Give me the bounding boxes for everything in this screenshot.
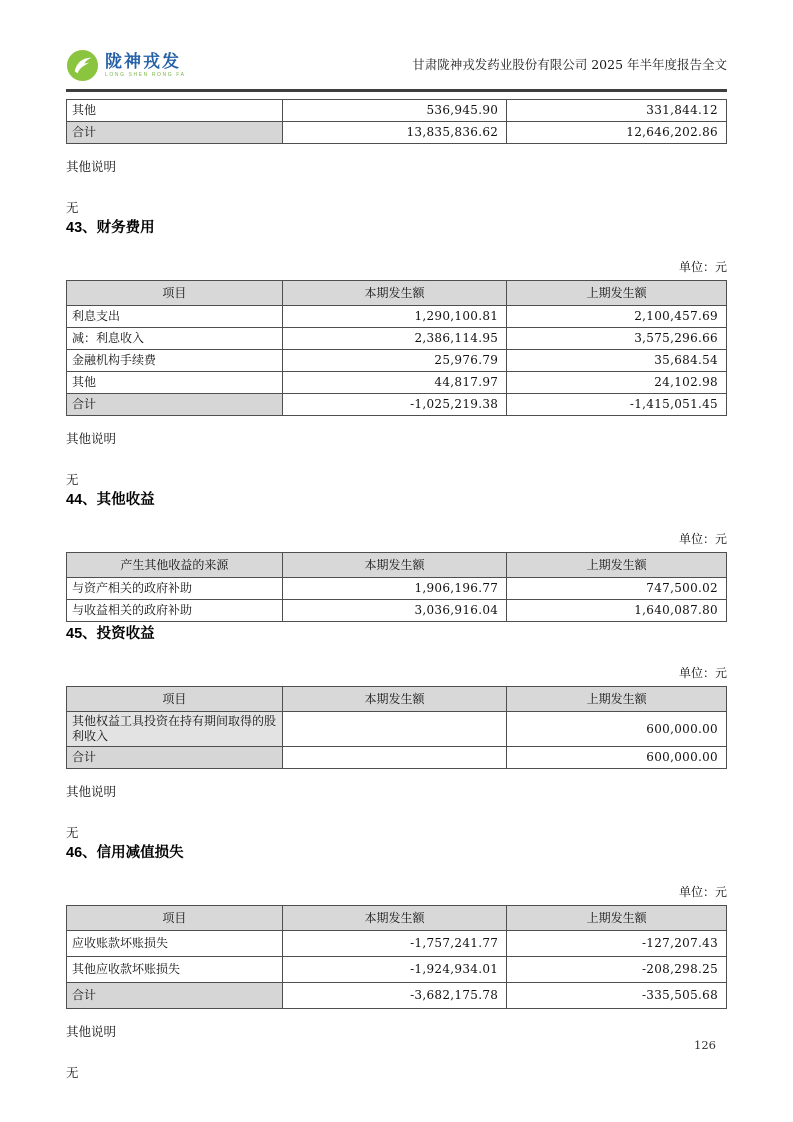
table-row xyxy=(67,712,727,747)
table-row xyxy=(67,306,727,328)
current-amount: -1,924,934.01 xyxy=(282,957,506,983)
row-label: 其他权益工具投资在持有期间取得的股利收入 xyxy=(67,712,283,747)
logo-icon xyxy=(66,49,99,82)
financial-expenses-table xyxy=(66,280,727,416)
column-header: 项目 xyxy=(67,281,283,306)
total-row xyxy=(67,394,727,416)
row-label: 减：利息收入 xyxy=(67,328,283,350)
row-label: 利息支出 xyxy=(67,306,283,328)
column-header: 产生其他收益的来源 xyxy=(67,553,283,578)
total-row xyxy=(67,747,727,769)
prior-amount: 3,575,296.66 xyxy=(507,328,727,350)
column-header: 本期发生额 xyxy=(282,906,506,931)
current-amount: -1,025,219.38 xyxy=(282,394,506,416)
column-header: 本期发生额 xyxy=(282,687,506,712)
column-header: 项目 xyxy=(67,687,283,712)
row-label: 合计 xyxy=(67,122,283,144)
current-amount: 13,835,836.62 xyxy=(282,122,506,144)
unit-label: 单位：元 xyxy=(678,666,727,680)
table-row xyxy=(67,957,727,983)
prior-amount: -208,298.25 xyxy=(507,957,727,983)
row-label: 其他应收款坏账损失 xyxy=(67,957,283,983)
current-amount: 2,386,114.95 xyxy=(282,328,506,350)
section-46-title: 46、信用减值损失 xyxy=(66,845,184,861)
current-amount: 536,945.90 xyxy=(282,100,506,122)
section-44-title: 44、其他收益 xyxy=(66,492,155,508)
brand-name: 陇神戎发 xyxy=(105,51,181,71)
column-header: 上期发生额 xyxy=(507,553,727,578)
row-label: 与资产相关的政府补助 xyxy=(67,578,283,600)
current-amount: 1,290,100.81 xyxy=(282,306,506,328)
row-label: 其他 xyxy=(67,100,283,122)
prior-amount: -335,505.68 xyxy=(507,983,727,1009)
total-row xyxy=(67,983,727,1009)
prior-amount: 600,000.00 xyxy=(507,712,727,747)
unit-label: 单位：元 xyxy=(678,532,727,546)
row-label: 合计 xyxy=(67,394,283,416)
section-43-title: 43、财务费用 xyxy=(66,220,155,236)
header-row xyxy=(67,906,727,931)
table-row xyxy=(67,328,727,350)
row-label: 合计 xyxy=(67,747,283,769)
other-note-label: 其他说明 xyxy=(66,1024,117,1039)
prior-amount: 35,684.54 xyxy=(507,350,727,372)
total-row xyxy=(67,122,727,144)
header-rule xyxy=(66,89,727,92)
table-row xyxy=(67,372,727,394)
document-title: 甘肃陇神戎发药业股份有限公司 2025 年半年度报告全文 xyxy=(412,57,727,72)
table-row xyxy=(67,931,727,957)
header-row xyxy=(67,553,727,578)
table-row xyxy=(67,350,727,372)
row-label: 其他 xyxy=(67,372,283,394)
credit-impairment-table xyxy=(66,905,727,1009)
prior-amount: 600,000.00 xyxy=(507,747,727,769)
column-header: 本期发生额 xyxy=(282,281,506,306)
row-label: 金融机构手续费 xyxy=(67,350,283,372)
table-row xyxy=(67,600,727,622)
column-header: 项目 xyxy=(67,906,283,931)
row-label: 应收账款坏账损失 xyxy=(67,931,283,957)
prior-amount: -127,207.43 xyxy=(507,931,727,957)
investment-income-table xyxy=(66,686,727,769)
row-label: 合计 xyxy=(67,983,283,1009)
none-text: 无 xyxy=(66,1065,79,1080)
current-amount: 1,906,196.77 xyxy=(282,578,506,600)
unit-label: 单位：元 xyxy=(678,885,727,899)
prior-amount: 747,500.02 xyxy=(507,578,727,600)
column-header: 上期发生额 xyxy=(507,281,727,306)
table-row xyxy=(67,100,727,122)
prior-amount: 24,102.98 xyxy=(507,372,727,394)
other-income-table xyxy=(66,552,727,622)
current-amount: -3,682,175.78 xyxy=(282,983,506,1009)
page-header xyxy=(66,45,727,85)
continued-table xyxy=(66,99,727,144)
column-header: 上期发生额 xyxy=(507,906,727,931)
none-text: 无 xyxy=(66,472,79,487)
current-amount xyxy=(282,712,506,747)
none-text: 无 xyxy=(66,825,79,840)
unit-label: 单位：元 xyxy=(678,260,727,274)
prior-amount: -1,415,051.45 xyxy=(507,394,727,416)
other-note-label: 其他说明 xyxy=(66,784,117,799)
column-header: 上期发生额 xyxy=(507,687,727,712)
page-number: 126 xyxy=(694,1038,716,1052)
current-amount: -1,757,241.77 xyxy=(282,931,506,957)
none-text: 无 xyxy=(66,200,79,215)
other-note-label: 其他说明 xyxy=(66,431,117,446)
prior-amount: 12,646,202.86 xyxy=(507,122,727,144)
row-label: 与收益相关的政府补助 xyxy=(67,600,283,622)
section-45-title: 45、投资收益 xyxy=(66,626,155,642)
current-amount: 25,976.79 xyxy=(282,350,506,372)
brand-subtitle: LONG SHEN RONG FA xyxy=(105,71,186,78)
header-row xyxy=(67,687,727,712)
header-row xyxy=(67,281,727,306)
prior-amount: 1,640,087.80 xyxy=(507,600,727,622)
current-amount: 3,036,916.04 xyxy=(282,600,506,622)
other-note-label: 其他说明 xyxy=(66,159,117,174)
column-header: 本期发生额 xyxy=(282,553,506,578)
prior-amount: 331,844.12 xyxy=(507,100,727,122)
current-amount xyxy=(282,747,506,769)
table-row xyxy=(67,578,727,600)
prior-amount: 2,100,457.69 xyxy=(507,306,727,328)
company-logo xyxy=(66,49,186,82)
current-amount: 44,817.97 xyxy=(282,372,506,394)
